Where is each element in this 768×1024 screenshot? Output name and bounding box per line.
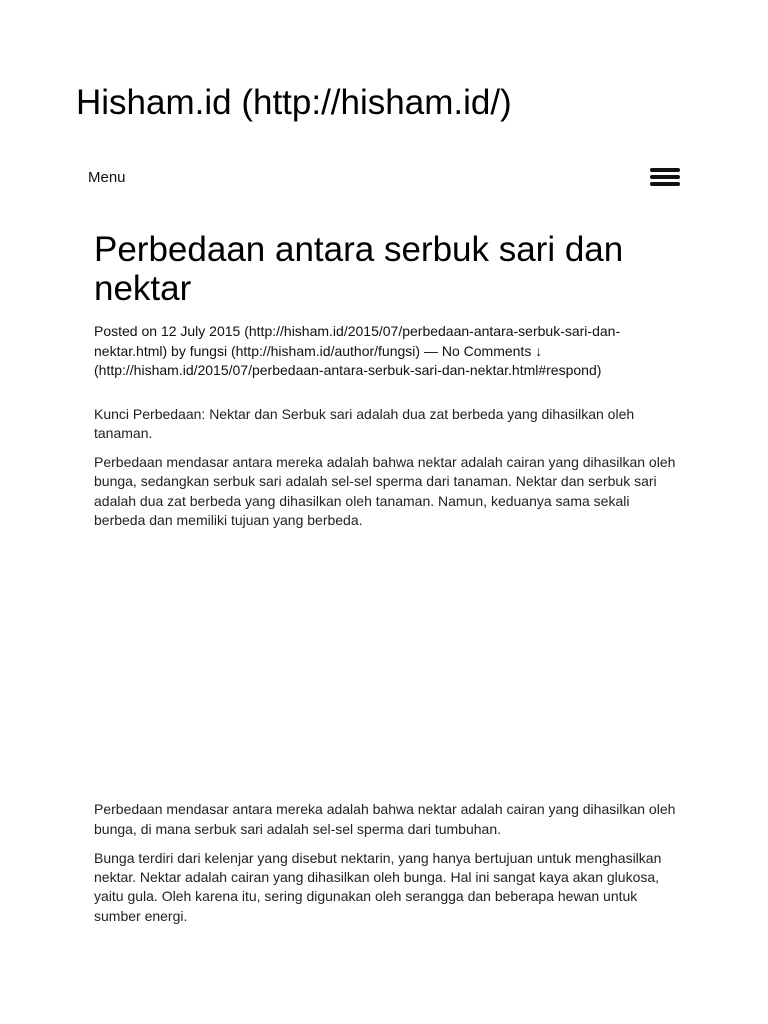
site-title[interactable]: Hisham.id (http://hisham.id/) [76, 83, 512, 122]
post-paragraph-key-difference: Kunci Perbedaan: Nektar dan Serbuk sari adalah dua zat berbeda yang dihasilkan oleh tanaman. [94, 405, 635, 441]
post-image-placeholder [94, 542, 678, 792]
meta-separator: — [420, 342, 442, 359]
post-paragraph: Perbedaan mendasar antara mereka adalah bahwa nektar adalah cairan yang dihasilkan oleh bunga, di mana serbuk sari adalah sel-sel sperma dari tumbuhan. [94, 801, 676, 837]
hamburger-line [650, 182, 680, 186]
hamburger-line [650, 175, 680, 179]
post-meta [94, 322, 678, 381]
comments-link[interactable]: No Comments ↓ (http://hisham.id/2015/07/perbedaan-antara-serbuk-sari-dan-nektar.html#respond) [94, 342, 602, 378]
author-link[interactable]: fungsi (http://hisham.id/author/fungsi) [189, 342, 421, 359]
post-paragraph: Perbedaan mendasar antara mereka adalah bahwa nektar adalah cairan yang dihasilkan oleh bunga, sedangkan serbuk sari adalah sel-sel sperma dari tanaman. Nektar dan serbuk sari adalah dua zat berbeda yang dihasilkan oleh tanaman. Namun, keduanya sama sekali berbeda dan memiliki tujuan yang berbeda. [94, 454, 676, 528]
post-date-link[interactable]: 12 July 2015 (http://hisham.id/2015/07/perbedaan-antara-serbuk-sari-dan-nektar.html) [94, 323, 621, 359]
post-title: Perbedaan antara serbuk sari dan nektar [94, 230, 624, 308]
hamburger-line [650, 168, 680, 172]
menu-bar [88, 164, 682, 192]
post-article [94, 230, 678, 926]
post-paragraph: Bunga terdiri dari kelenjar yang disebut nektarin, yang hanya bertujuan untuk menghasilkan nektar. Nektar adalah cairan yang dihasilkan oleh bunga. Hal ini sangat kaya akan glukosa, yaitu gula. Oleh karena itu, sering digunakan oleh serangga dan beberapa hewan untuk sumber energi. [94, 849, 662, 924]
hamburger-menu-icon[interactable] [650, 167, 680, 189]
by-label: by [167, 342, 190, 359]
posted-on-label: Posted on [94, 323, 161, 339]
menu-label[interactable]: Menu [88, 169, 126, 186]
